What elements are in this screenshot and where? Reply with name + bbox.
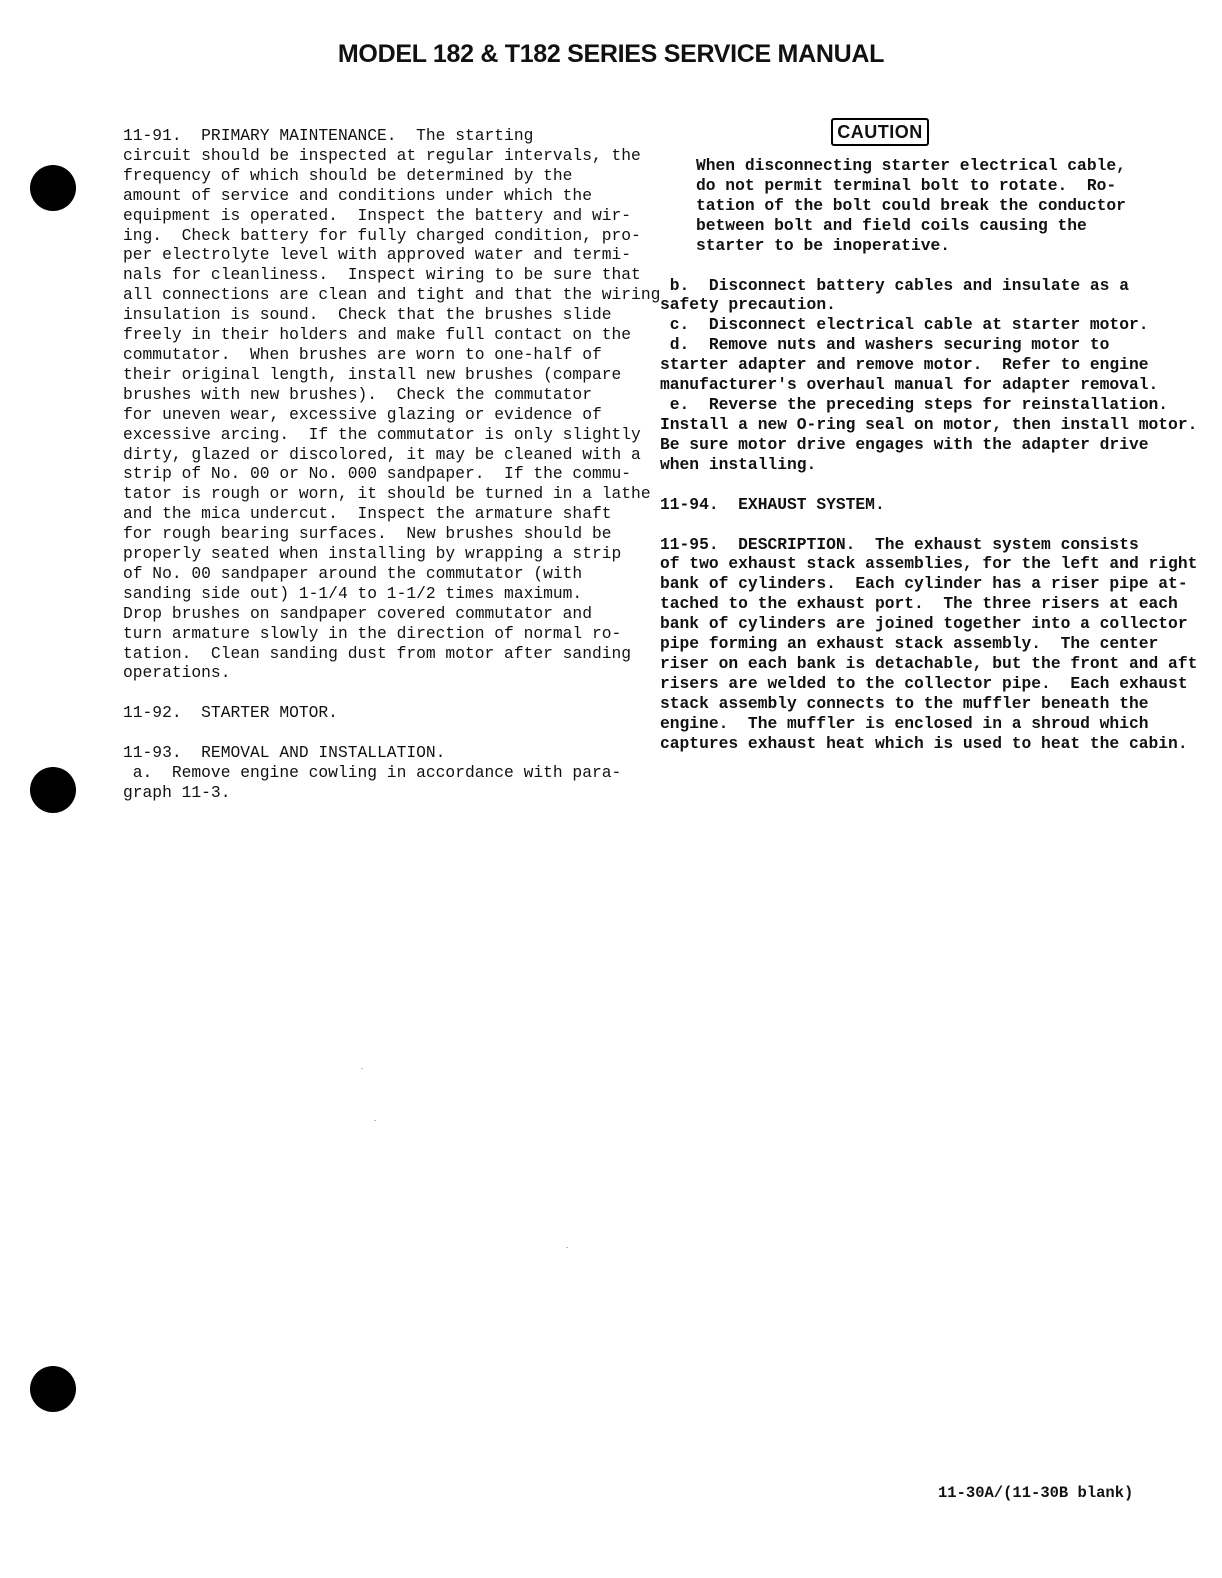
scan-speck	[361, 1068, 363, 1069]
caution-banner	[660, 118, 1160, 146]
binder-hole-top	[30, 165, 76, 211]
page-number: 11-30A/(11-30B blank)	[938, 1484, 1134, 1502]
binder-hole-bottom	[30, 1366, 76, 1412]
caution-label: CAUTION	[831, 118, 929, 146]
section-11-92-starter-motor-heading: 11-92. STARTER MOTOR.	[123, 703, 338, 723]
binder-hole-middle	[30, 767, 76, 813]
scan-speck	[374, 1120, 376, 1121]
scan-speck	[566, 1247, 568, 1248]
caution-text: When disconnecting starter electrical cable, do not permit terminal bolt to rotate. Ro- tation of the bolt could break the conductor between bolt and field coils causing the starter to be inoperative.	[696, 156, 1126, 255]
right-column	[660, 118, 1198, 753]
removal-steps-b-to-e: b. Disconnect battery cables and insulate as a safety precaution. c. Disconnect electrical cable at starter motor. d. Remove nuts and washers securing motor to starter adapter and remove motor. Refer to engine manufacturer's overhaul manual for adapter removal. e. Reverse the preceding steps for reinstallation. Install a new O-ring seal on motor, then install motor. Be sure motor drive engages with the adapter drive when installing.	[660, 275, 1198, 474]
page-title: MODEL 182 & T182 SERIES SERVICE MANUAL	[337, 40, 885, 68]
section-11-91-primary-maintenance: 11-91. PRIMARY MAINTENANCE. The starting circuit should be inspected at regular intervals, the frequency of which should be determined by the amount of service and conditions under which the equipment is operated. Inspect the battery and wir- ing. Check battery for fully charged condition, pro- per electrolyte level with approved water and termi- nals for cleanliness. Inspect wiring to be sure that all connections are clean and tight and that the wiring insulation is sound. Check that the brushes slide freely in their holders and make full contact on the commutator. When brushes are worn to one-half of their original length, install new brushes (compare brushes with new brushes). Check the commutator for uneven wear, excessive glazing or evidence of excessive arcing. If the commutator is only slightly dirty, glazed or discolored, it may be cleaned with a strip of No. 00 or No. 000 sandpaper. If the commu- tator is rough or worn, it should be turned in a lathe and the mica undercut. Inspect the armature shaft for rough bearing surfaces. New brushes should be properly seated when installing by wrapping a strip of No. 00 sandpaper around the commutator (with sanding side out) 1-1/4 to 1-1/2 times maximum. Drop brushes on sandpaper covered commutator and turn armature slowly in the direction of normal ro- tation. Clean sanding dust from motor after sanding operations.	[123, 126, 661, 683]
section-11-93-removal-installation: 11-93. REMOVAL AND INSTALLATION. a. Remove engine cowling in accordance with para- graph 11-3.	[123, 743, 622, 803]
section-11-95-description: 11-95. DESCRIPTION. The exhaust system consists of two exhaust stack assemblies, for the left and right bank of cylinders. Each cylinder has a riser pipe at- tached to the exhaust port. The three risers at each bank of cylinders are joined together into a collector pipe forming an exhaust stack assembly. The center riser on each bank is detachable, but the front and aft risers are welded to the collector pipe. Each exhaust stack assembly connects to the muffler beneath the engine. The muffler is enclosed in a shroud which captures exhaust heat which is used to heat the cabin.	[660, 534, 1198, 753]
section-11-94-exhaust-system-heading: 11-94. EXHAUST SYSTEM.	[660, 494, 885, 514]
left-column	[123, 126, 661, 803]
